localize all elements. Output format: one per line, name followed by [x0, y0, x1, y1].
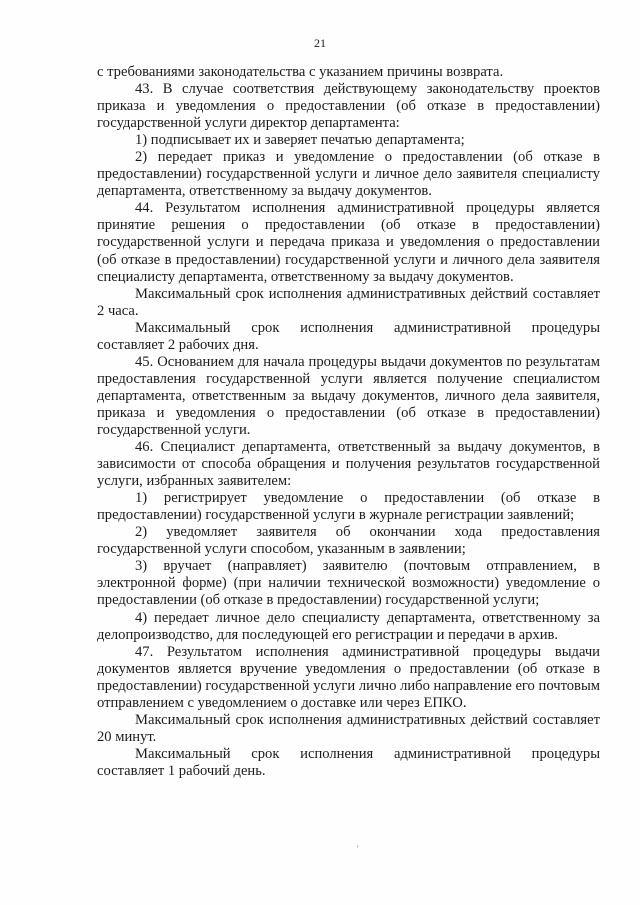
paragraph: 3) вручает (направляет) заявителю (почтовым отправлением, в электронной форме) (при наличии технической возможности) уведомление о предоставлении (об отказе в предоставлении) государственной услуги;: [97, 558, 600, 609]
document-body: [97, 64, 600, 780]
paragraph: 45. Основанием для начала процедуры выдачи документов по результатам предоставления государственной услуги является получение специалистом департамента, ответственным за выдачу документов, личного дела заявителя, приказа и уведомления о предоставлении (об отказе в предоставлении) государственной услуги.: [97, 353, 600, 438]
paragraph: 1) регистрирует уведомление о предоставлении (об отказе в предоставлении) государственной услуги в журнале регистрации заявлений;: [97, 490, 600, 524]
paragraph: 43. В случае соответствия действующему законодательству проектов приказа и уведомления о предоставлении (об отказе в предоставлении) государственной услуги директор департамента:: [97, 81, 600, 132]
paragraph: 46. Специалист департамента, ответственный за выдачу документов, в зависимости от способа обращения и получения результатов государственной услуги, избранных заявителем:: [97, 439, 600, 490]
paragraph: 4) передает личное дело специалисту департамента, ответственному за делопроизводство, для последующей его регистрации и передачи в архив.: [97, 609, 600, 643]
paragraph: Максимальный срок исполнения административных действий составляет 2 часа.: [97, 285, 600, 319]
scan-speck: ': [357, 844, 359, 854]
paragraph: 2) передает приказ и уведомление о предоставлении (об отказе в предоставлении) государственной услуги и личное дело заявителя специалисту департамента, ответственному за выдачу документов.: [97, 149, 600, 200]
paragraph: 1) подписывает их и заверяет печатью департамента;: [135, 132, 465, 149]
paragraph: 44. Результатом исполнения административной процедуры является принятие решения о предоставлении (об отказе в предоставлении) государственной услуги и передача приказа и уведомления о предоставлении (об отказе в предоставлении) государственной услуги и личного дела заявителя специалисту департамента, ответственному за выдачу документов.: [97, 200, 600, 285]
page-number: 21: [314, 36, 326, 50]
paragraph: с требованиями законодательства с указанием причины возврата.: [97, 64, 504, 80]
paragraph: Максимальный срок исполнения административных действий составляет 20 минут.: [97, 711, 600, 745]
paragraph: 47. Результатом исполнения административной процедуры выдачи документов является вручение уведомления о предоставлении (об отказе в предоставлении) государственной услуги лично либо направление его почтовым отправлением с уведомлением о доставке или через ЕПКО.: [97, 643, 600, 711]
paragraph: Максимальный срок исполнения административной процедуры составляет 2 рабочих дня.: [97, 319, 600, 353]
paragraph: 2) уведомляет заявителя об окончании хода предоставления государственной услуги способом, указанным в заявлении;: [97, 524, 600, 558]
paragraph: Максимальный срок исполнения административной процедуры составляет 1 рабочий день.: [97, 745, 600, 779]
